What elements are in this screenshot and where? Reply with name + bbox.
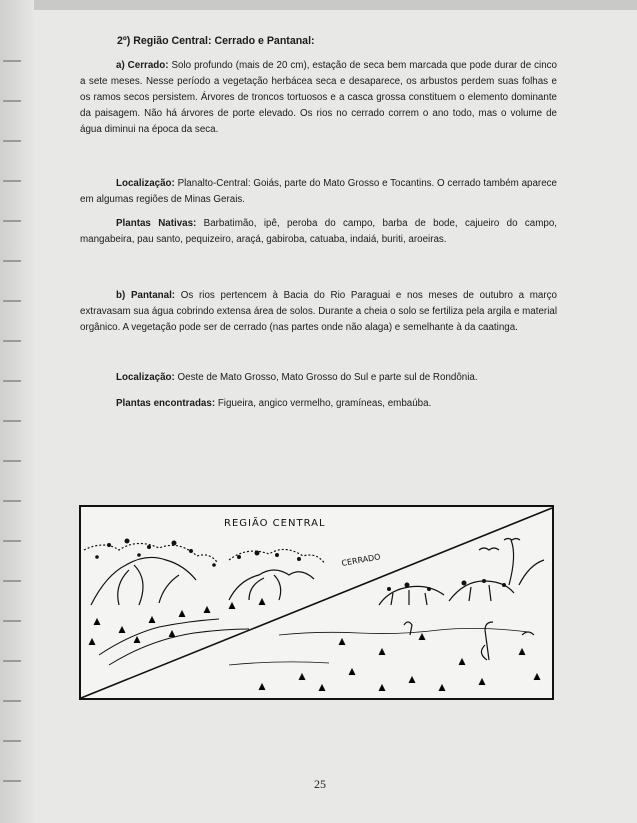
pantanal-grass [259,634,540,691]
pantanal-location [80,370,557,386]
pantanal-trees [379,540,544,605]
illustration-label: CERRADO [340,552,382,568]
pantanal-location-text: Oeste de Mato Grosso, Mato Grosso do Sul e parte sul de Rondônia. [177,372,478,383]
cerrado-plants [80,216,557,248]
pantanal-plants-text: Figueira, angico vermelho, gramíneas, embaúba. [217,398,432,409]
cerrado-text: Solo profundo (mais de 20 cm), estação de seca bem marcada que pode durar de cinco a sete meses. Nesse período a vegetação herbácea seca e desaparece, os arbustos perdem suas folhas e os ramos secos persistem. Árvores de troncos tortuosos e a casca grossa constituem o elemento dominante da paisagem. Não há árvores de porte elevado. Os rios no cerrado correm o ano todo, mas o volume de água diminui na época da seca. [80,60,557,135]
landscape-drawing [79,505,554,700]
page-number: 25 [314,777,326,791]
cerrado-label: a) Cerrado: [116,60,169,71]
cerrado-trees [84,543,325,665]
pantanal-location-label: Localização: [116,372,175,383]
region-illustration [79,505,554,700]
cerrado-plants-text: Barbatimão, ipê, peroba do campo, barba de bode, cajueiro do campo, mangabeira, pau santo, pequizeiro, araçá, gabiroba, catuaba, indaiá, buriti, aroeiras. [80,218,557,245]
cerrado-location-text: Planalto-Central: Goiás, parte do Mato Grosso e Tocantins. O cerrado também aparece em algumas regiões de Minas Gerais. [80,178,557,205]
section-heading: 2º) Região Central: Cerrado e Pantanal: [117,35,315,47]
cerrado-plants-label: Plantas Nativas: [116,218,197,229]
pantanal-text: Os rios pertencem à Bacia do Rio Paraguai e nos meses de outubro a março extravasam sua água cobrindo extensa área de solos. Durante a cheia o solo se fertiliza pela argila e material orgânico. A vegetação pode ser de cerrado (nas partes onde não alaga) e semelhante à da caatinga. [80,290,557,333]
pantanal-label: b) Pantanal: [116,290,176,301]
illustration-caption: REGIÃO CENTRAL [224,518,326,529]
cerrado-grass [89,599,265,645]
pantanal-paragraph [80,288,557,336]
pantanal-plants-label: Plantas encontradas: [116,398,216,409]
page-top-shadow [0,0,637,10]
pantanal-plants [80,396,557,412]
cerrado-location [80,176,557,208]
diagonal-divider [81,508,552,698]
cerrado-paragraph [80,58,557,138]
cerrado-location-label: Localização: [116,178,175,189]
spiral-binding [0,0,34,823]
cerrado-foliage [95,539,301,567]
